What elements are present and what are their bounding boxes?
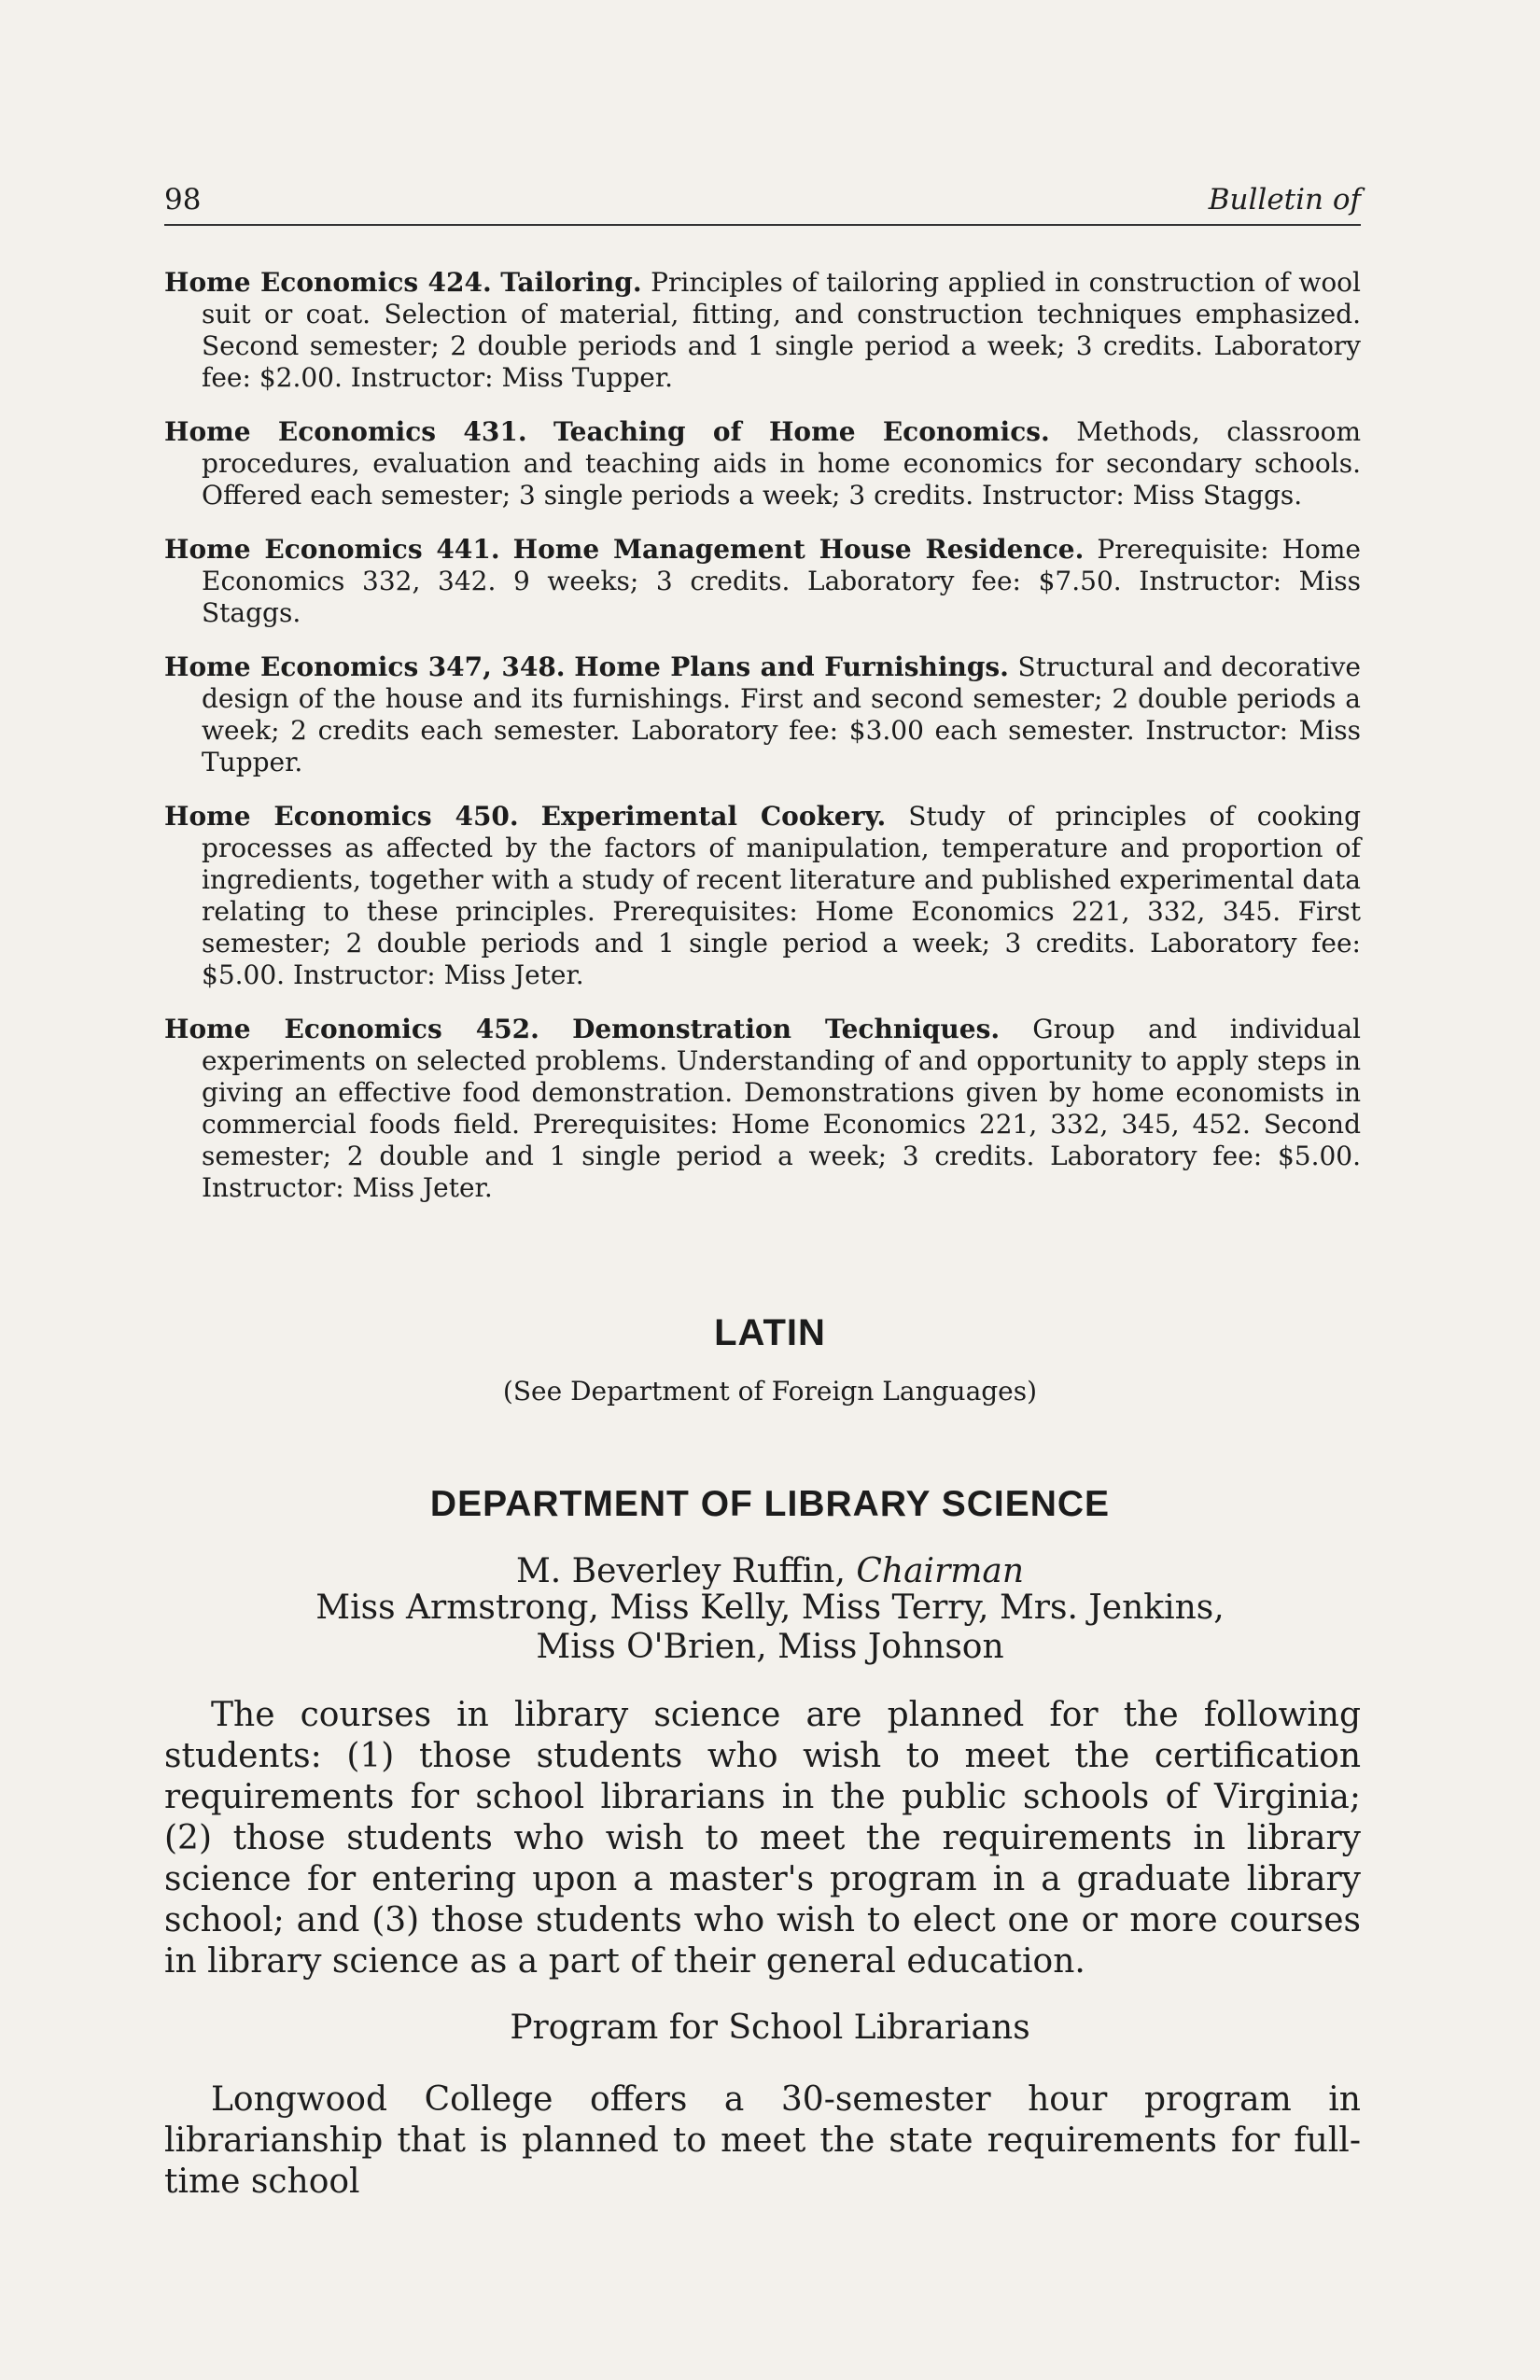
course-entry [164,651,1361,778]
course-entry [164,534,1361,629]
course-list [164,267,1361,1226]
course-description: Principles of tailoring applied in construction of wool suit or coat. Selection of material, fitting, and construction techniques emphasized. Second semester; 2 double periods and 1 single period a week; 3 credits. Laboratory fee: $2.00. Instructor: Miss Tupper. [202,267,1361,393]
latin-cross-reference: (See Department of Foreign Languages) [502,1376,1038,1407]
course-description: Methods, classroom procedures, evaluation and teaching aids in home economics for secondary schools. Offered each semester; 3 single periods a week; 3 credits. Instructor: Miss Staggs. [202,416,1361,511]
publication-title: Bulletin of [1208,183,1361,217]
course-title: Home Management House Residence. [512,534,1085,565]
course-title: Demonstration Techniques. [572,1014,1001,1044]
course-entry [164,267,1361,394]
course-number: Home Economics 431. [164,416,527,447]
course-entry [164,1014,1361,1204]
staff-line: Miss Armstrong, Miss Kelly, Miss Terry, Mrs. Jenkins, [315,1589,1225,1627]
course-entry [164,801,1361,991]
course-number: Home Economics 347, 348. [164,651,566,682]
chair-name: M. Beverley Ruffin, [515,1552,846,1590]
course-title: Tailoring. [500,267,642,298]
department-staff [0,1589,1540,1667]
course-number: Home Economics 450. [164,801,519,832]
chair-title: Chairman [856,1552,1025,1590]
course-description: Structural and decorative design of the house and its furnishings. First and second semester; 2 double periods a week; 2 credits each semester. Laboratory fee: $3.00 each semester. Instructor: Miss Tupper. [202,651,1361,777]
department-heading: DEPARTMENT OF LIBRARY SCIENCE [429,1484,1111,1524]
page-number: 98 [164,183,202,217]
course-description: Study of principles of cooking processes as affected by the factors of manipulation, temperature and proportion of ingredients, together with a study of recent literature and published experimental data relating to these principles. Prerequisites: Home Economics 221, 332, 345. First semester; 2 double periods and 1 single period a week; 3 credits. Laboratory fee: $5.00. Instructor: Miss Jeter. [202,801,1361,990]
running-header [164,183,1361,226]
course-title: Experimental Cookery. [540,801,887,832]
staff-line: Miss O'Brien, Miss Johnson [536,1628,1004,1666]
department-chair [0,1552,1540,1590]
course-number: Home Economics 441. [164,534,500,565]
course-title: Teaching of Home Economics. [553,416,1050,447]
library-science-intro: The courses in library science are planned for the following students: (1) those students who wish to meet the certification requirements for school librarians in the public schools of Virginia; (2) those students who wish to meet the requirements in library science for entering upon a master's program in a graduate library school; and (3) those students who wish to elect one or more courses in library science as a part of their general education. [164,1696,1361,1981]
course-description: Group and individual experiments on selected problems. Understanding of and opportunity to apply steps in giving an effective food demonstration. Demonstrations given by home economists in commercial foods field. Prerequisites: Home Economics 221, 332, 345, 452. Second semester; 2 double and 1 single period a week; 3 credits. Laboratory fee: $5.00. Instructor: Miss Jeter. [202,1014,1361,1203]
program-description: Longwood College offers a 30-semester hour program in librarianship that is planned to meet the state requirements for full-time school [164,2080,1361,2201]
latin-heading: LATIN [714,1312,826,1353]
course-entry [164,416,1361,511]
course-number: Home Economics 424. [164,267,492,298]
course-number: Home Economics 452. [164,1014,539,1044]
program-heading: Program for School Librarians [510,2009,1030,2047]
course-description: Prerequisite: Home Economics 332, 342. 9 weeks; 3 credits. Laboratory fee: $7.50. Instructor: Miss Staggs. [202,534,1361,628]
course-title: Home Plans and Furnishings. [574,651,1009,682]
